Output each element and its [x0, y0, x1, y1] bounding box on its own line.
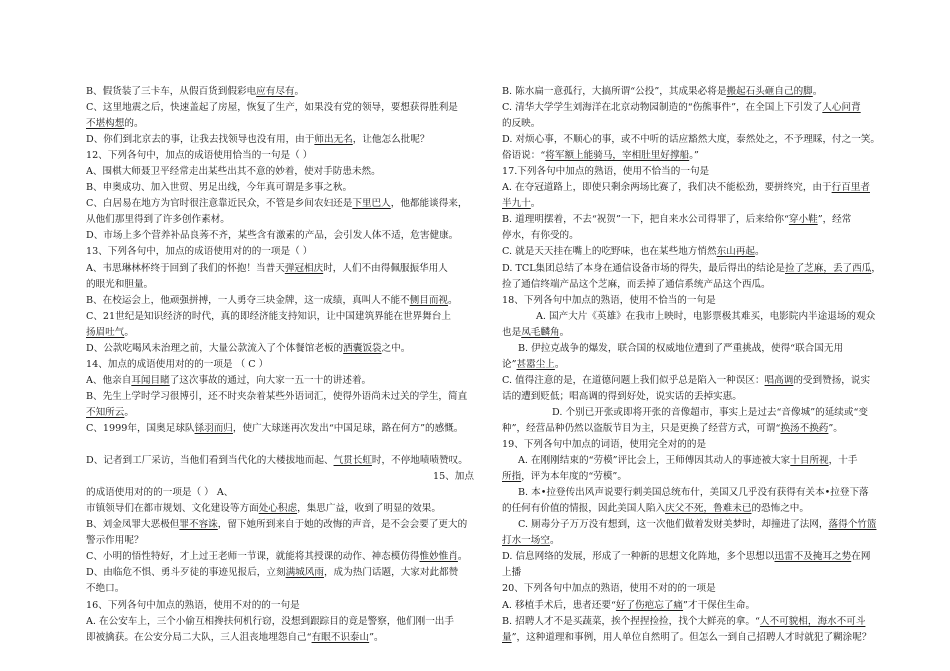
underlined-idiom: 量: [502, 631, 512, 643]
line-text: B. 陈水扁一意孤行，大搞所谓“公投”，其成果必将是: [502, 86, 727, 97]
text-line: [86, 212, 474, 228]
line-text: A. 在刚刚结束的“劳模”评比会上，王师傅因其动人的事迹被大家: [518, 455, 791, 467]
line-text: A、他亲自: [86, 374, 132, 386]
underlined-idiom: 不堪构想: [86, 118, 125, 130]
underlined-idiom: 师出无名: [314, 134, 353, 146]
underlined-idiom: 惟妙惟肖: [419, 551, 458, 563]
line-text-after: ”才干保住生命。: [683, 599, 756, 611]
text-line: [86, 614, 474, 630]
line-text: D、记者到工厂采访，当他们看到当代化的大楼拔地而起、: [86, 455, 334, 467]
underlined-idiom: 侧目而视: [409, 294, 449, 306]
line-text: A、韦思琳林杯终于回到了我们的怀抱！当普天: [86, 262, 285, 274]
text-line: [502, 389, 886, 405]
text-line: [86, 357, 474, 373]
underlined-idiom: 将军额上能骑马，宰相肚里好撑船: [545, 150, 690, 162]
text-line: [86, 116, 474, 132]
line-text: C. 厕毒分子万万没有想到，这一次他们做着发财美梦时，却撞进了法网，: [518, 519, 829, 531]
line-text-after: 。: [124, 326, 134, 338]
line-text: D、由临危不惧、勇斗歹徒的事迹见报后，立刻: [86, 567, 286, 579]
underlined-idiom: 不知所云: [86, 406, 125, 418]
line-text: D. 对烦心事，不顺心的事，或不中听的话应豁然大度，泰然处之，不予理睬，付之一笑。: [502, 134, 881, 146]
text-line: [86, 469, 474, 485]
text-line: [86, 293, 474, 309]
line-text: D. 个别已开张或即将开张的音像超市，事实上是过去“音像城”的延续或“变: [552, 406, 868, 418]
line-text: 话的遭到贬低；唱高调的得到好处，说实话的丢掉实惠。: [502, 390, 742, 402]
line-text-after: 。: [448, 294, 458, 306]
text-line: [502, 196, 886, 212]
text-line: [502, 261, 886, 277]
text-line: [86, 309, 474, 325]
text-line: [86, 533, 474, 549]
underlined-idiom: 庆父不死，鲁难未已: [665, 503, 752, 515]
line-text: B、先生上学时学习很博引，还不时夹杂着某些外语词汇，使得外语尚未过关的学生，简直: [86, 390, 468, 402]
underlined-idiom: 十目所视: [790, 455, 829, 467]
line-text: B. 道理明摆着，不去“祝贺”一下，把自来水公司得罪了，后来给你“: [502, 214, 789, 226]
text-line: [86, 132, 474, 148]
text-line: [502, 100, 886, 116]
line-text-after: 。: [559, 326, 570, 338]
underlined-idiom: 有眼不识泰山: [311, 631, 370, 643]
line-text: 俗语说：“: [502, 150, 546, 162]
line-text: A. 国产大片《英雄》在我市上映时，电影票极其难买，电影院内半途退场的观众: [536, 310, 876, 322]
right-column: [502, 84, 886, 646]
line-text-after: 。: [554, 358, 565, 370]
text-line: [86, 565, 474, 581]
text-line: [86, 148, 474, 164]
line-text-after: 。: [812, 86, 823, 97]
line-text: B、申奥成功、加入世贸、男足出线，今年真可谓是多事之秋。: [86, 182, 353, 194]
text-line: [502, 485, 886, 501]
text-line: [502, 325, 886, 341]
line-text-after: 时，不停地啧啧赞叹。: [371, 455, 468, 467]
line-text-after: ，让他怎么批呢？: [352, 134, 430, 146]
text-line: [86, 261, 474, 277]
underlined-idiom: 下里巴人: [352, 198, 391, 210]
text-line: [502, 180, 886, 196]
text-line: [86, 244, 474, 260]
line-text-after: ，评为本年度的“劳模”。: [521, 471, 627, 483]
text-line: [86, 277, 474, 293]
line-text-after: ”，经常: [817, 214, 852, 226]
line-text: 不绝口。: [86, 583, 125, 595]
line-text: 的反映。: [502, 118, 541, 130]
underlined-idiom: 气贯长虹: [333, 455, 372, 467]
text-line: [86, 581, 474, 597]
text-line: [502, 549, 886, 565]
text-line: [502, 148, 886, 164]
text-line: [86, 84, 474, 100]
text-line: [502, 132, 886, 148]
line-text-after: ，他都能谈得来，: [390, 198, 468, 210]
text-line: [86, 325, 474, 341]
underlined-idiom: 罪不容诛: [179, 519, 218, 531]
text-line: [86, 630, 474, 646]
underlined-idiom: 好了伤疤忘了痛: [615, 599, 684, 611]
line-text-after: ”，这种道理和事例，用人单位自然明了。但怎么一到自己招聘人才时就犯了糊涂呢？: [511, 631, 872, 643]
line-text-after: 。: [549, 535, 560, 547]
text-line: [502, 405, 886, 421]
text-line: [502, 309, 886, 325]
line-text-after: 。”: [689, 150, 699, 162]
underlined-idiom: 落得个竹篮: [828, 519, 877, 531]
underlined-idiom: 洒囊饭袋: [343, 342, 382, 354]
line-text: 警示作用呢？: [86, 535, 144, 547]
line-text: 16、下列各句中加点的熟语，使用不对的的一句是: [86, 599, 300, 611]
line-text: 论”: [502, 358, 517, 370]
text-line: [502, 533, 886, 549]
line-text: 从他们那里得到了许多创作素材。: [86, 214, 230, 226]
line-text: B、刘金凤罪大恶极但: [86, 519, 180, 531]
line-text: C、这里地震之后，快速盖起了房屋，恢复了生产，如果没有党的领导，要想获得胜利是: [86, 102, 458, 114]
underlined-idiom: 行百里者: [831, 182, 870, 194]
line-text: 12、下列各句中，加点的成语使用恰当的一句是（ ）: [86, 150, 313, 162]
line-text-after: ，成为热门话题，大家对此都赞: [323, 567, 459, 579]
underlined-idiom: 唱高调: [764, 374, 794, 386]
text-line: [86, 180, 474, 196]
line-text: 捡了通信终端产品这个芝麻，而丢掉了通信系统产品这个西瓜。: [502, 278, 771, 290]
line-text: A. 移植手术后，患者还要“: [502, 599, 616, 611]
text-line: [502, 565, 886, 581]
line-text: C、21世纪是知识经济的时代，真的即经济能支持知识，让中国建筑界能在世界舞台上: [86, 310, 451, 322]
line-text: A. 在夺冠道路上，即使只剩余两场比赛了，我们决不能松劲，要拼终究，由于: [502, 182, 832, 194]
underlined-idiom: 穿小鞋: [788, 214, 818, 226]
text-line: [502, 501, 886, 517]
text-line: [502, 437, 886, 453]
line-text: C. 就是天天挂在嘴上的吃野味，也在某些地方悄然: [502, 246, 717, 258]
line-text: 市镇领导们在都市规划、文化建设等方面: [86, 503, 259, 515]
line-text-after: ”。: [369, 631, 384, 643]
line-text-after: 了这次事故的通过，向大家一五一十的讲述着。: [169, 374, 372, 386]
text-line: [86, 373, 474, 389]
line-text: 的眼光和胆量。: [86, 278, 154, 290]
line-text-after: 时，人们不由得佩服振华用人: [323, 262, 448, 274]
underlined-idiom: 凤毛麟角: [521, 326, 560, 338]
text-line: [86, 517, 474, 533]
underlined-idiom: 迅雷不及掩耳之势: [774, 551, 852, 563]
text-line: [502, 244, 886, 260]
left-column: [86, 84, 474, 646]
line-text: 15、加点: [433, 471, 474, 483]
text-line: [502, 373, 886, 389]
line-text-after: 的。: [124, 118, 144, 130]
text-line: [86, 341, 474, 357]
line-text: B. 招聘人才不是买蔬菜，挨个捏捏捡捡，找个大鲜亮的拿。“: [502, 615, 760, 627]
line-text-after: 。: [457, 551, 468, 563]
line-text-after: 的受到赞扬，说实: [793, 374, 871, 386]
underlined-idiom: 所指: [502, 471, 522, 483]
text-line: [502, 357, 886, 373]
line-text: 13、下列各句中，加点的成语使用对的的一项是（ ）: [86, 246, 313, 258]
text-line: [86, 549, 474, 565]
text-line: [86, 598, 474, 614]
line-text-after: 。: [530, 198, 541, 210]
underlined-idiom: 应有尽有: [256, 86, 295, 97]
line-text: 即被擒获。在公安分局二大队，三人沮丧地埋怨自己“: [86, 631, 312, 643]
line-text: 停水，有你受的。: [502, 230, 579, 242]
line-text: B、假货装了三卡车，从假百货到假彩电: [86, 86, 257, 97]
underlined-idiom: 甚嚣尘上: [516, 358, 555, 370]
text-line: [502, 228, 886, 244]
underlined-idiom: 铩羽而归: [194, 422, 233, 434]
line-text: 20、下列各句中加点的熟语，使用不对的的一项是: [502, 583, 716, 595]
text-line: [502, 212, 886, 228]
line-text: A. 在公安车上，三个小偷互相搀扶何机行窃，没想到跟踪目的竟是警察，他们刚一出手: [86, 615, 454, 627]
text-line: [502, 421, 886, 437]
line-text: 14、加点的成语使用对的的一项是 （ C ）: [86, 358, 269, 370]
line-text: 种”，经营品种仍然以盗版节目为主，只是更换了经营方式，可谓“: [502, 422, 781, 434]
line-text-after: ”。: [828, 422, 843, 434]
underlined-idiom: 打水一场空: [502, 535, 550, 547]
line-text: 上播: [502, 567, 522, 579]
line-text-after: ，十手: [828, 455, 858, 467]
line-text: C、白居易在地方为官时很注意靠近民众，不管是乡间农妇还是: [86, 198, 353, 210]
line-text: D、公款吃喝风未治理之前，大量公款流入了个体餐馆老板的: [86, 342, 344, 354]
line-text: C. 值得注意的是，在道德问题上我们似乎总是陷入一种误区：: [502, 374, 765, 386]
text-line: [502, 84, 886, 100]
line-text-after: ，集思广益，收到了明显的效果。: [297, 503, 441, 515]
line-text-after: 在网: [851, 551, 871, 563]
text-line: [502, 341, 886, 357]
line-text: C、1999年，国奥足球队: [86, 422, 195, 434]
line-text-after: ，: [871, 262, 881, 274]
line-text-after: 之中。: [381, 342, 411, 354]
text-line: [502, 293, 886, 309]
underlined-idiom: 耳闻目睹: [131, 374, 170, 386]
line-text: D. 信息网络的发展，形成了一种新的思想文化阵地，多个思想以: [502, 551, 775, 563]
text-line: [502, 630, 886, 646]
line-text: D、你们到北京去的事，让我去找领导也没有用，由于: [86, 134, 315, 146]
text-line: [86, 453, 474, 469]
line-text: B、在校运会上，他顽强拼搏，一人勇夺三块金牌，这一成绩，真叫人不能不: [86, 294, 410, 306]
text-line: [502, 598, 886, 614]
text-line: [86, 196, 474, 212]
line-text: 19、下列各句中加点的词语，使用完全对的的是: [502, 439, 707, 451]
line-text-after: ，使广大球迷再次发出“中国足球，路在何方”的感慨。: [232, 422, 464, 434]
line-text: C、小明的悟性特好，才上过王老师一节课，就能将其授课的动作、神态模仿得: [86, 551, 420, 563]
underlined-idiom: 搬起石头砸自己的脚: [726, 86, 813, 97]
underlined-idiom: 人心问背: [822, 102, 861, 114]
line-text: 18、下列各句中加点的熟语，使用不恰当的一句是: [502, 294, 716, 306]
line-text: 的成语使用对的的一项是（ ） A、: [86, 487, 234, 499]
text-line: [86, 421, 474, 437]
line-text: C. 清华大学学生刘海洋在北京动物园制造的“伤熊事件”，在全国上下引发了: [502, 102, 823, 114]
line-text: 17.下列各句中加点的熟语，使用不恰当的一句是: [502, 166, 710, 178]
underlined-idiom: 扬眉吐气: [86, 326, 125, 338]
underlined-idiom: 人不可貌相，海水不可斗: [759, 615, 866, 627]
line-text: B. 伊拉克战争的爆发，联合国的权威地位遭到了严重挑战，使得“联合国无用: [518, 342, 844, 354]
line-text-after: 。: [124, 406, 134, 418]
text-line: [86, 228, 474, 244]
underlined-idiom: 满城风雨: [285, 567, 324, 579]
text-line: [86, 389, 474, 405]
text-line: [502, 277, 886, 293]
underlined-idiom: 处心积虑: [258, 503, 298, 515]
text-line: [86, 100, 474, 116]
text-line: [502, 517, 886, 533]
text-line: [86, 485, 474, 501]
text-line: [502, 469, 886, 485]
text-line: [86, 501, 474, 517]
line-text: B. 本•拉登传出风声说要行刺美国总统布什，美国又几乎没有获得有关本•拉登下落: [518, 487, 869, 499]
line-text: A、围棋大师聂卫平经常走出某些出其不意的妙着，使对手防患未然。: [86, 166, 381, 178]
line-text-after: 。: [294, 86, 305, 97]
line-text: 的任何有价值的情报，因此美国人陷入: [502, 503, 666, 515]
underlined-idiom: 捡了芝麻，丢了西瓜: [785, 262, 872, 274]
text-line: [86, 437, 474, 453]
text-line: [502, 164, 886, 180]
line-text: 也是: [502, 326, 522, 338]
text-line: [502, 116, 886, 132]
underlined-idiom: 东山再起: [716, 246, 755, 258]
line-text-after: 的恐怖之中。: [751, 503, 809, 515]
text-line: [86, 164, 474, 180]
line-text: D、市场上多个营养补品良莠不齐，某些含有激素的产品，会引发人体不适，危害健康。: [86, 230, 459, 242]
underlined-idiom: 半九十: [502, 198, 531, 210]
text-line: [502, 581, 886, 597]
line-text: D. TCL集团总结了本身在通信设备市场的得失，最后得出的结论是: [502, 262, 785, 274]
underlined-idiom: 换汤不换药: [780, 422, 829, 434]
text-line: [502, 614, 886, 630]
text-line: [502, 453, 886, 469]
text-line: [86, 405, 474, 421]
line-text-after: 。: [754, 246, 765, 258]
underlined-idiom: 弹冠相庆: [284, 262, 324, 274]
line-text-after: ，留下她所到来自于她的改悔的声音，是不会会要了更大的: [217, 519, 468, 531]
